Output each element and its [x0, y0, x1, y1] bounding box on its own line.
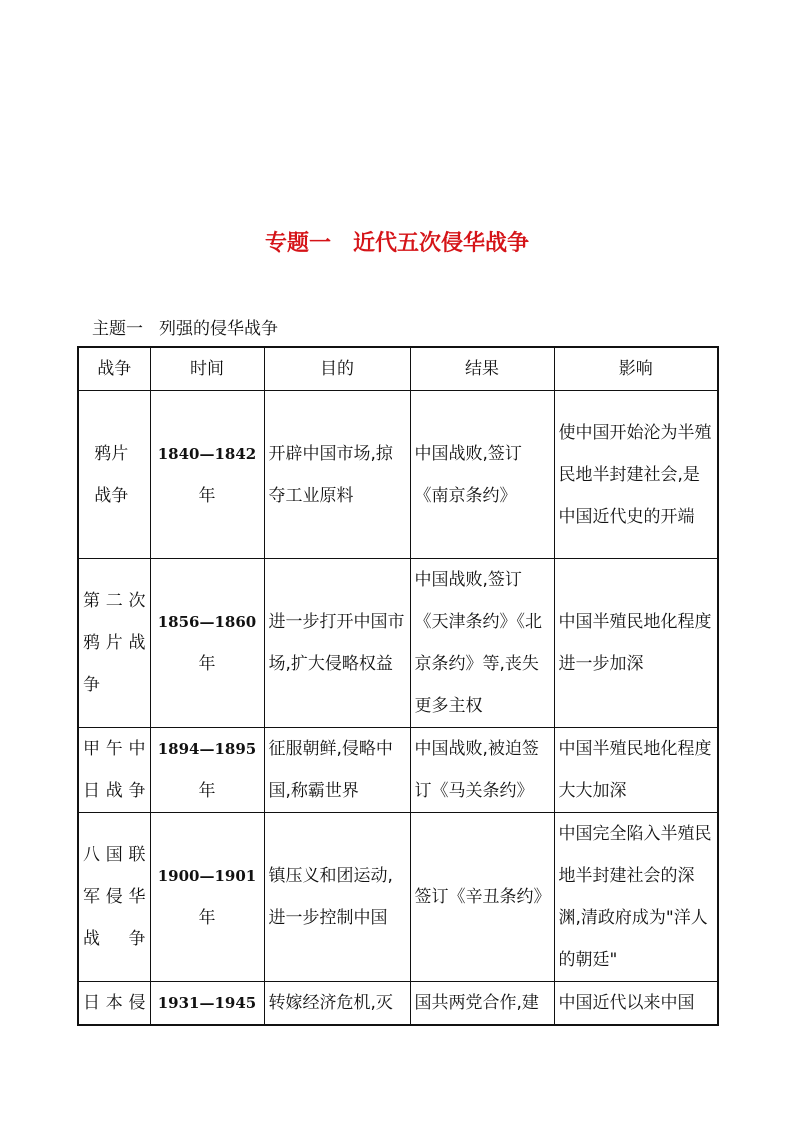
- war-impact: 中国完全陷入半殖民地半封建社会的深渊,清政府成为"洋人的朝廷": [554, 813, 718, 982]
- table-row: [78, 728, 718, 813]
- header-result: 结果: [410, 347, 554, 391]
- table-header-row: [78, 347, 718, 391]
- war-name: 鸦片战争: [78, 391, 150, 559]
- war-result: 签订《辛丑条约》: [410, 813, 554, 982]
- war-time: [150, 982, 264, 1026]
- war-years: 1894—1895: [157, 740, 257, 758]
- page-title: [0, 226, 794, 257]
- section-heading: [92, 314, 278, 339]
- header-impact: 影响: [554, 347, 718, 391]
- war-result: 中国战败,被迫签订《马关条约》: [410, 728, 554, 813]
- section-name: 列强的侵华战争: [159, 319, 278, 339]
- war-impact: 中国半殖民地化程度大大加深: [554, 728, 718, 813]
- war-goal: 开辟中国市场,掠夺工业原料: [264, 391, 410, 559]
- wars-table: [77, 346, 719, 1026]
- war-years: 1856—1860: [157, 613, 257, 631]
- war-name: 日本侵: [78, 982, 150, 1026]
- war-result: 中国战败,签订《南京条约》: [410, 391, 554, 559]
- title-topic-number: 专题一: [264, 231, 331, 256]
- header-goal: 目的: [264, 347, 410, 391]
- war-years: 1840—1842: [157, 444, 257, 463]
- war-impact: 使中国开始沦为半殖民地半封建社会,是中国近代史的开端: [554, 391, 718, 559]
- war-years: 1931—1945: [157, 994, 257, 1012]
- war-years-unit: 年: [198, 654, 216, 674]
- war-years-unit: 年: [198, 485, 216, 506]
- war-result: 国共两党合作,建: [410, 982, 554, 1026]
- war-years-unit: 年: [198, 781, 216, 801]
- title-topic-name: 近代五次侵华战争: [353, 231, 530, 256]
- war-impact: 中国近代以来中国: [554, 982, 718, 1026]
- header-war: 战争: [78, 347, 150, 391]
- war-goal: 征服朝鲜,侵略中国,称霸世界: [264, 728, 410, 813]
- war-name: 八国联军侵华战争: [78, 813, 150, 982]
- war-name: 甲午中日战争: [78, 728, 150, 813]
- war-time: [150, 391, 264, 559]
- table-row: [78, 982, 718, 1026]
- section-label: 主题一: [92, 319, 143, 339]
- war-years: 1900—1901: [157, 867, 257, 885]
- war-time: [150, 728, 264, 813]
- war-time: [150, 813, 264, 982]
- header-time: 时间: [150, 347, 264, 391]
- war-name: 第二次鸦片战争: [78, 559, 150, 728]
- war-goal: 进一步打开中国市场,扩大侵略权益: [264, 559, 410, 728]
- table-row: [78, 813, 718, 982]
- war-impact: 中国半殖民地化程度进一步加深: [554, 559, 718, 728]
- war-goal: 镇压义和团运动,进一步控制中国: [264, 813, 410, 982]
- table-row: [78, 391, 718, 559]
- war-result: 中国战败,签订《天津条约》《北京条约》等,丧失更多主权: [410, 559, 554, 728]
- war-goal: 转嫁经济危机,灭: [264, 982, 410, 1026]
- war-time: [150, 559, 264, 728]
- war-years-unit: 年: [198, 908, 216, 928]
- table-row: [78, 559, 718, 728]
